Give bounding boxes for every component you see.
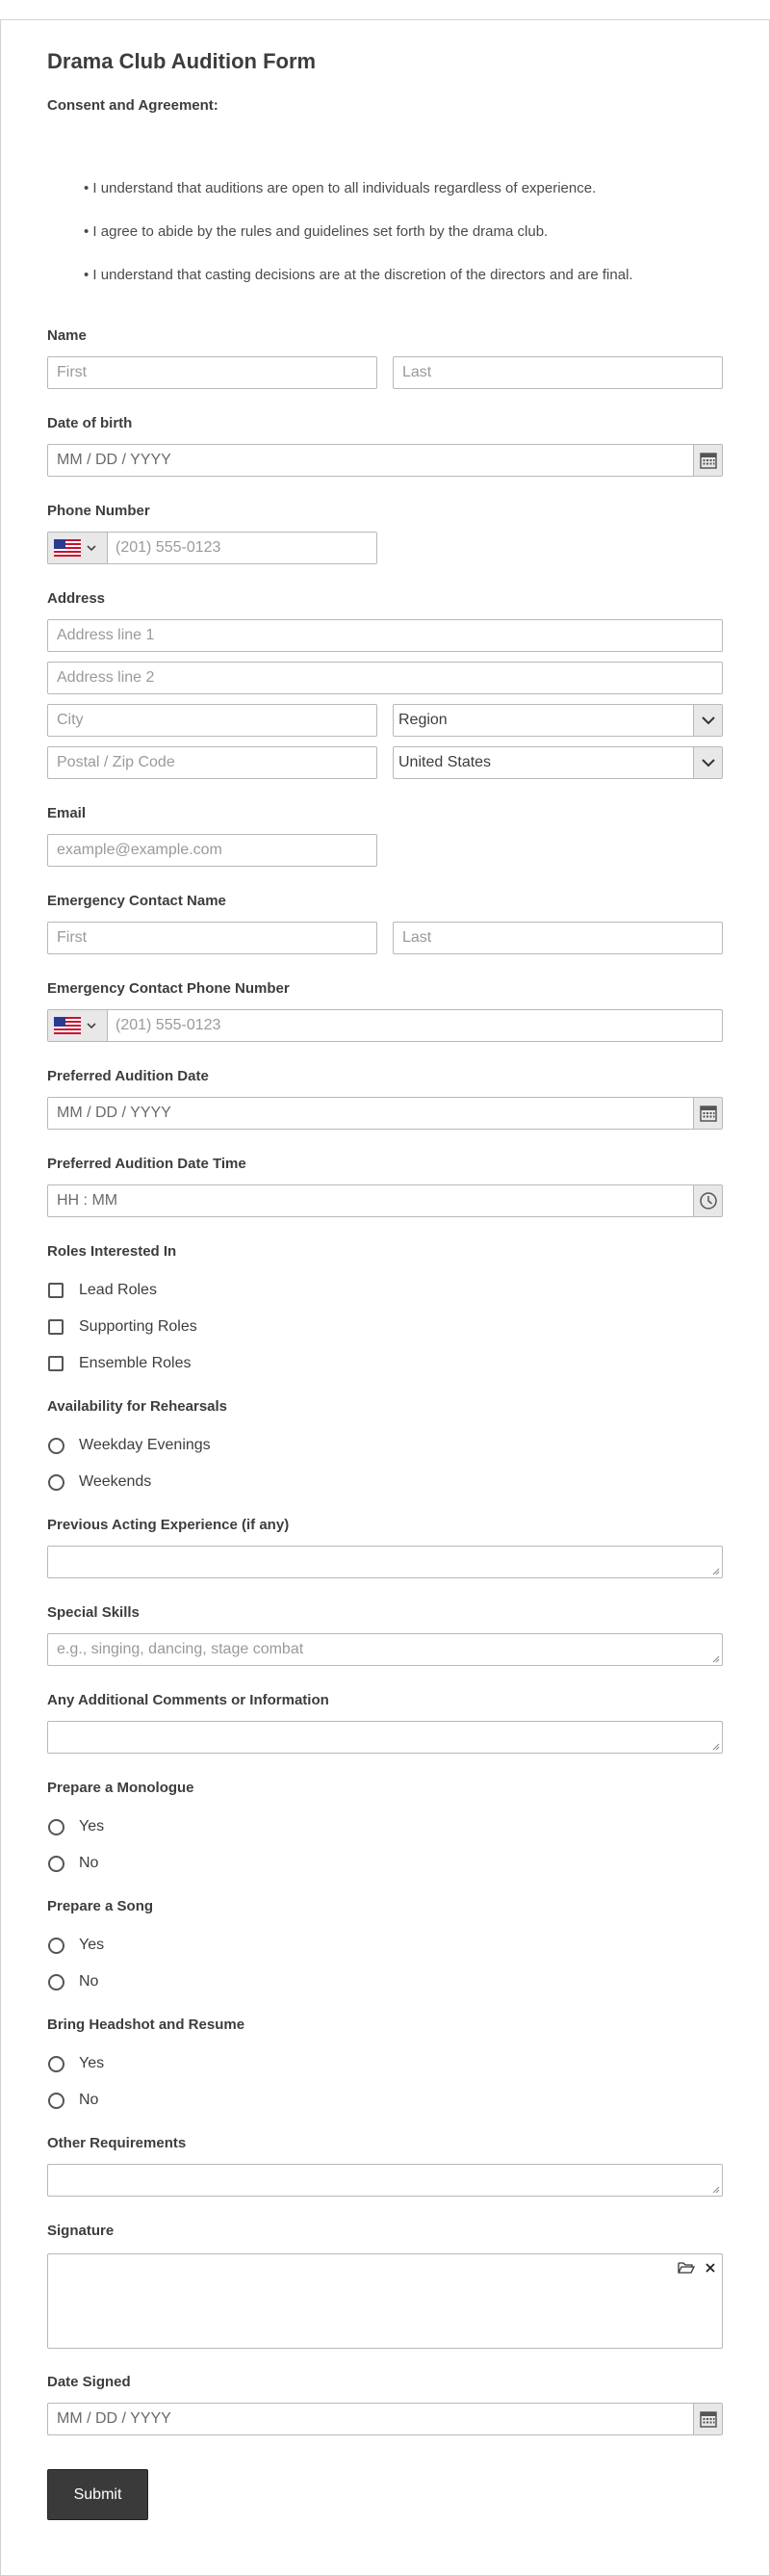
- option-label: Weekday Evenings: [79, 1437, 211, 1453]
- audition-date-label: Preferred Audition Date: [47, 1068, 209, 1084]
- skills-placeholder: e.g., singing, dancing, stage combat: [57, 1641, 304, 1657]
- emergency-name-label: Emergency Contact Name: [47, 893, 226, 909]
- other-requirements-textarea[interactable]: [47, 2164, 723, 2197]
- monologue-label: Prepare a Monologue: [47, 1780, 194, 1796]
- role-option-ensemble[interactable]: [48, 1355, 192, 1372]
- submit-button[interactable]: Submit: [47, 2469, 148, 2520]
- country-select[interactable]: [393, 746, 723, 779]
- consent-item: • I agree to abide by the rules and guidelines set forth by the drama club.: [84, 223, 549, 240]
- emergency-phone-label: Emergency Contact Phone Number: [47, 980, 290, 997]
- availability-label: Availability for Rehearsals: [47, 1398, 228, 1415]
- signature-label: Signature: [47, 2223, 115, 2239]
- address-label: Address: [47, 590, 106, 607]
- address-line1-input[interactable]: Address line 1: [47, 619, 723, 652]
- phone-label: Phone Number: [47, 503, 150, 519]
- headshot-option-yes[interactable]: [48, 2055, 104, 2072]
- radio-button[interactable]: [48, 2093, 64, 2109]
- audition-time-placeholder: HH : MM: [57, 1192, 118, 1209]
- emergency-first-name-input[interactable]: First: [47, 922, 377, 954]
- role-option-lead[interactable]: [48, 1282, 157, 1299]
- resize-handle-icon[interactable]: [712, 1568, 720, 1575]
- option-label: No: [79, 1855, 99, 1871]
- song-option-yes[interactable]: [48, 1937, 104, 1954]
- radio-button[interactable]: [48, 2056, 64, 2072]
- song-label: Prepare a Song: [47, 1898, 154, 1914]
- phone-input[interactable]: [47, 532, 377, 564]
- calendar-icon[interactable]: [693, 2404, 722, 2434]
- radio-button[interactable]: [48, 1438, 64, 1454]
- option-label: No: [79, 2092, 99, 2108]
- audition-date-placeholder: MM / DD / YYYY: [57, 1105, 171, 1121]
- city-input[interactable]: City: [47, 704, 377, 737]
- option-label: No: [79, 1973, 99, 1990]
- chevron-down-icon: [693, 705, 722, 736]
- checkbox[interactable]: [48, 1356, 64, 1371]
- emergency-phone-input[interactable]: [47, 1009, 723, 1042]
- skills-textarea[interactable]: [47, 1633, 723, 1666]
- date-signed-label: Date Signed: [47, 2374, 131, 2390]
- first-name-input[interactable]: First: [47, 356, 377, 389]
- country-value: United States: [398, 754, 492, 770]
- comments-label: Any Additional Comments or Information: [47, 1692, 329, 1708]
- us-flag-icon: [54, 1017, 81, 1034]
- availability-option-weekday[interactable]: [48, 1437, 211, 1454]
- emergency-phone-placeholder: (201) 555-0123: [116, 1017, 221, 1033]
- dob-placeholder: MM / DD / YYYY: [57, 452, 171, 468]
- phone-placeholder: (201) 555-0123: [116, 539, 221, 556]
- date-signed-input[interactable]: [47, 2403, 723, 2435]
- address-line2-input[interactable]: Address line 2: [47, 662, 723, 694]
- resize-handle-icon[interactable]: [712, 1743, 720, 1751]
- option-label: Yes: [79, 1818, 105, 1834]
- option-label: Yes: [79, 1937, 105, 1953]
- radio-button[interactable]: [48, 1856, 64, 1872]
- consent-title: Consent and Agreement:: [47, 97, 218, 114]
- email-input[interactable]: example@example.com: [47, 834, 377, 867]
- option-label: Yes: [79, 2055, 105, 2071]
- country-code-select[interactable]: [48, 533, 108, 563]
- option-label: Ensemble Roles: [79, 1355, 192, 1371]
- radio-button[interactable]: [48, 1938, 64, 1954]
- consent-item: • I understand that casting decisions are at the discretion of the directors and are final.: [84, 267, 633, 283]
- monologue-option-yes[interactable]: [48, 1818, 104, 1835]
- resize-handle-icon[interactable]: [712, 1655, 720, 1663]
- us-flag-icon: [54, 539, 81, 557]
- audition-time-label: Preferred Audition Date Time: [47, 1156, 246, 1172]
- checkbox[interactable]: [48, 1319, 64, 1335]
- emergency-last-name-input[interactable]: Last: [393, 922, 723, 954]
- chevron-down-icon: [87, 1022, 96, 1029]
- option-label: Weekends: [79, 1473, 152, 1490]
- radio-button[interactable]: [48, 1819, 64, 1835]
- consent-item: • I understand that auditions are open to all individuals regardless of experience.: [84, 180, 597, 196]
- comments-textarea[interactable]: [47, 1721, 723, 1754]
- resize-handle-icon[interactable]: [712, 2186, 720, 2194]
- calendar-icon[interactable]: [693, 445, 722, 476]
- role-option-supporting[interactable]: [48, 1318, 197, 1336]
- country-code-select[interactable]: [48, 1010, 108, 1041]
- date-signed-placeholder: MM / DD / YYYY: [57, 2410, 171, 2427]
- chevron-down-icon: [87, 544, 96, 552]
- form-title: Drama Club Audition Form: [47, 49, 317, 73]
- experience-textarea[interactable]: [47, 1546, 723, 1578]
- open-folder-icon[interactable]: [678, 2261, 695, 2275]
- close-icon[interactable]: [705, 2262, 716, 2274]
- option-label: Supporting Roles: [79, 1318, 197, 1335]
- audition-time-input[interactable]: [47, 1184, 723, 1217]
- option-label: Lead Roles: [79, 1282, 157, 1298]
- name-label: Name: [47, 327, 87, 344]
- last-name-input[interactable]: Last: [393, 356, 723, 389]
- dob-input[interactable]: [47, 444, 723, 477]
- checkbox[interactable]: [48, 1283, 64, 1298]
- skills-label: Special Skills: [47, 1604, 140, 1621]
- song-option-no[interactable]: [48, 1973, 98, 1991]
- chevron-down-icon: [693, 747, 722, 778]
- email-label: Email: [47, 805, 87, 821]
- radio-button[interactable]: [48, 1474, 64, 1491]
- audition-date-input[interactable]: [47, 1097, 723, 1130]
- experience-label: Previous Acting Experience (if any): [47, 1517, 290, 1533]
- region-value: Region: [398, 712, 448, 728]
- headshot-option-no[interactable]: [48, 2092, 98, 2109]
- postal-code-input[interactable]: Postal / Zip Code: [47, 746, 377, 779]
- clock-icon[interactable]: [693, 1185, 722, 1216]
- region-select[interactable]: [393, 704, 723, 737]
- headshot-label: Bring Headshot and Resume: [47, 2017, 245, 2033]
- roles-label: Roles Interested In: [47, 1243, 177, 1260]
- monologue-option-no[interactable]: [48, 1855, 98, 1872]
- other-requirements-label: Other Requirements: [47, 2135, 187, 2151]
- availability-option-weekends[interactable]: [48, 1473, 151, 1491]
- radio-button[interactable]: [48, 1974, 64, 1991]
- calendar-icon[interactable]: [693, 1098, 722, 1129]
- dob-label: Date of birth: [47, 415, 133, 431]
- signature-pad[interactable]: [47, 2253, 723, 2349]
